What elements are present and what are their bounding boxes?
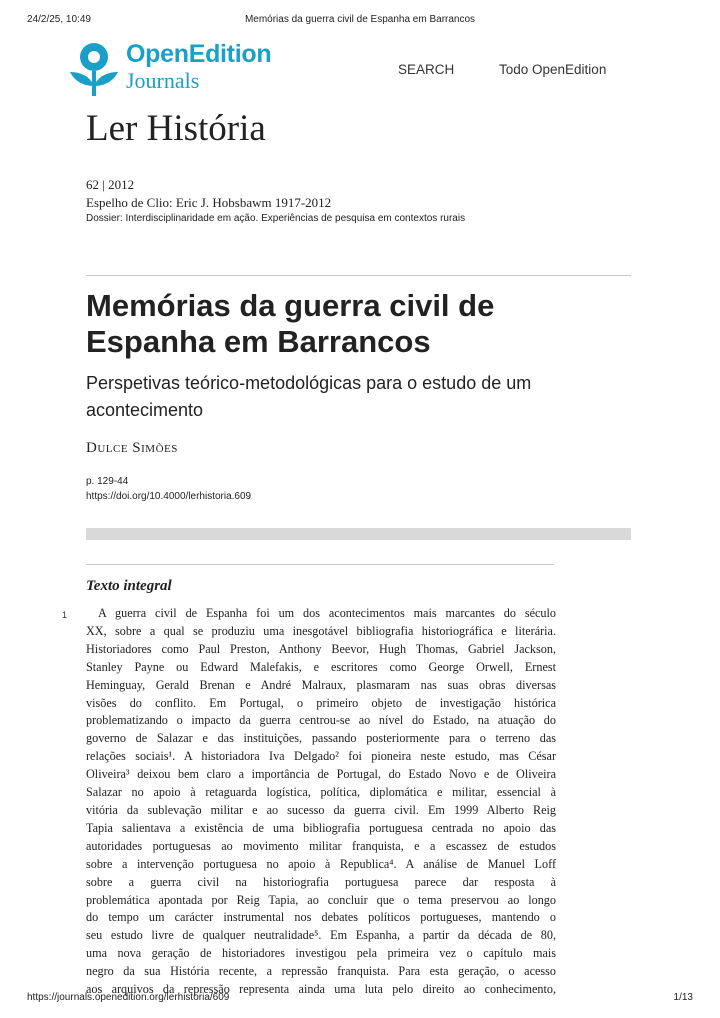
paragraph-number: 1	[62, 610, 68, 620]
logo-wordmark-openedition: OpenEdition	[126, 40, 272, 68]
body-line: sobre a intervenção portuguesa no apoio à Republica⁴. A análise de Manuel Loff	[86, 856, 556, 871]
print-url: https://journals.openedition.org/lerhistoria/609	[27, 992, 230, 1003]
divider	[86, 275, 631, 276]
all-openedition-link[interactable]: Todo OpenEdition	[499, 62, 607, 77]
body-line: do tempo um carácter instrumental nos debates políticos portugueses, mantendo o	[86, 910, 556, 925]
print-datetime: 24/2/25, 10:49	[27, 14, 91, 25]
body-line: A guerra civil de Espanha foi um dos acontecimentos mais marcantes do século	[98, 606, 556, 620]
openedition-flower-icon	[68, 40, 120, 98]
body-line: aos arquivos da repressão representa ainda uma luta pelo direito ao conhecimento,	[86, 982, 556, 997]
body-line: Tapia salientava a existência de uma bibliografia portuguesa centrada no apoio das	[86, 820, 556, 835]
divider	[86, 564, 554, 565]
logo-wordmark-journals: Journals	[126, 68, 200, 93]
body-line: Salazar no apoio à retaguarda logística, política, diplomática e militar, essencial à	[86, 785, 556, 800]
openedition-logo[interactable]	[68, 40, 288, 98]
full-text-heading: Texto integral	[86, 578, 172, 594]
body-line: sobre a guerra civil na historiografia portuguesa parece dar resposta à	[86, 874, 556, 889]
article-title: Memórias da guerra civil de Espanha em Barrancos	[86, 288, 495, 359]
issue-section[interactable]: Espelho de Clio: Eric J. Hobsbawm 1917-2012	[86, 195, 332, 210]
body-line: seu estudo livre de qualquer neutralidade⁵. Em Espanha, a partir da década de 80,	[86, 928, 556, 943]
body-line: relações sociais¹. A historiadora Iva Delgado² foi pioneira neste estudo, mas César	[86, 749, 556, 764]
page-range: p. 129-44	[86, 476, 129, 487]
body-line: XX, sobre a qual se produziu uma inesgotável bibliografia historiográfica e literária.	[86, 623, 556, 638]
body-line: governo de Salazar e das instituições, passando posteriormente para o terreno das	[86, 731, 556, 746]
body-line: Heminguay, Gerald Brenan e André Malraux, plasmaram nas suas obras diversas	[86, 677, 556, 692]
article-subtitle: Perspetivas teórico-metodológicas para o estudo de um acontecimento	[86, 373, 532, 420]
gray-banner	[86, 528, 631, 540]
search-link[interactable]: SEARCH	[398, 62, 455, 77]
journal-title[interactable]: Ler História	[86, 108, 266, 149]
body-line: Stanley Payne ou Edward Malefakis, e escritores como George Orwell, Ernest	[86, 659, 556, 674]
body-line: negro da sua História recente, a repressão franquista. Para esta geração, o acesso	[86, 964, 556, 979]
body-line: problemática apontada por Reig Tapia, ao concluir que o tema preservou ao longo	[86, 892, 556, 907]
doi-link[interactable]: https://doi.org/10.4000/lerhistoria.609	[86, 491, 252, 502]
article-body	[86, 605, 556, 999]
body-line: Oliveira³ deixou bem claro a importância de Portugal, do Estado Novo e de Oliveira	[86, 767, 556, 782]
author-name[interactable]: Dulce Simões	[86, 440, 178, 456]
print-page-number: 1/13	[673, 992, 693, 1003]
print-header	[0, 14, 720, 28]
body-line: autoridades portuguesas ao movimento militar franquista, e a escassez de estudos	[86, 838, 556, 853]
print-doc-title: Memórias da guerra civil de Espanha em Barrancos	[244, 14, 476, 25]
body-line: vitória da sublevação militar e ao sucesso da guerra civil. Em 1999 Alberto Reig	[86, 802, 556, 817]
issue-dossier[interactable]: Dossier: Interdisciplinaridade em ação. Experiências de pesquisa em contextos rurais	[86, 213, 466, 224]
body-line: Historiadores como Paul Preston, Anthony Beevor, Hugh Thomas, Gabriel Jackson,	[86, 641, 556, 656]
body-line: visões do conflito. Em Portugal, o primeiro objeto de investigação histórica	[86, 695, 556, 710]
issue-number[interactable]: 62 | 2012	[86, 177, 135, 192]
body-line: problematizando o impacto da guerra centrou-se ao nível do Estado, na atuação do	[86, 713, 556, 728]
body-line: uma nova geração de historiadores investigou pela primeira vez o capítulo mais	[86, 946, 556, 961]
